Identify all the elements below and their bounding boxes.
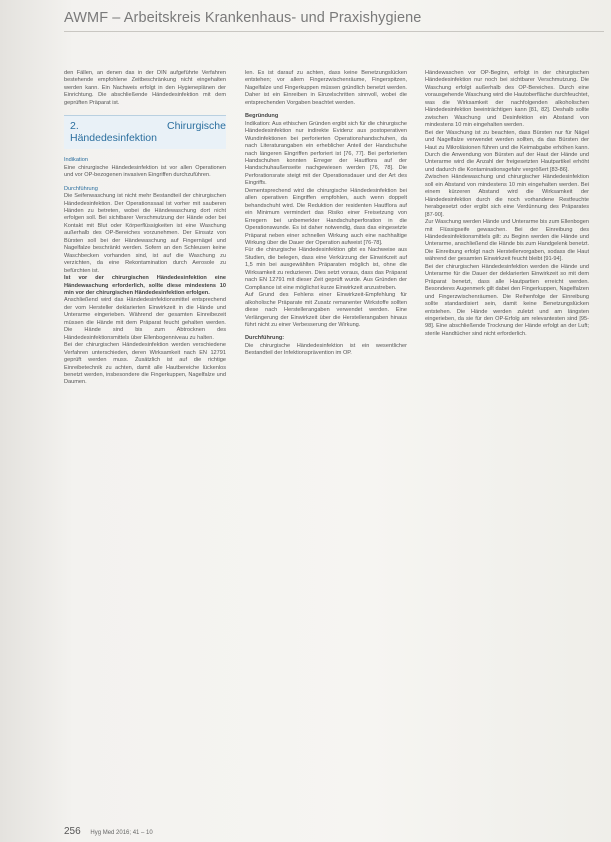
paragraph: Eine chirurgische Händedesinfektion ist vor allen Operationen und vor OP-bezogenen invasiven Eingriffen durchzuführen. [64,164,226,179]
column-1 [64,70,226,387]
paragraph: Dementsprechend wird die chirurgische Händedesinfektion bei allen operativen Eingriffen empfohlen, auch wenn doppelt behandschuht wird. Die Reduktion der residenten Hautflora auf ein Minimum vermindert das Risiko einer Freisetzung von Erregern bei unbemerkter Handschuhperforation in die Operationswunde. Es ist daher notwendig, dass das eingesetzte Präparat neben einer schnellen Wirkung auch eine nachhaltige Wirkung über die Dauer der Operation aufweist [76-78]. [245,187,407,246]
paragraph: Auf Grund des Fehlens einer Einwirkzeit-Empfehlung für alkoholische Präparate mit Zusatz remanenter Wirkstoffe sollten diese nach Herstellerangaben verwendet werden. Eine Verlängerung der Einwirkzeit über die Herstellerangaben hinaus führt nicht zu einer Verbesserung der Wirkung. [245,292,407,328]
page-footer [64,826,153,837]
subheading-begruendung: Begründung [245,113,279,120]
subheading-durchfuehrung: Durchführung [64,185,98,192]
page-number: 256 [64,826,81,837]
section-title: 2. Chirurgische Händedesinfektion [70,120,226,145]
paragraph: len. Es ist darauf zu achten, dass keine Benetzungslücken entstehen; vor allem Fingerzwischenräume, Fingerspitzen, Nagelfalze und Fingerkuppen müssen gründlich benetzt werden. Daher ist ein Einreiben in Einzelschritten sinnvoll, wobei die entsprechenden Vorgaben beachtet werden. [245,70,407,106]
paragraph: Bei der chirurgischen Händedesinfektion werden verschiedene Verfahren unterschieden, deren Wirksamkeit nach EN 12791 geprüft werden muss. Zusätzlich ist auf die richtige Einreibetechnik zu achten, damit alle Hautbereiche lückenlos benetzt werden, insbesondere die Fingerkuppen, Nagelfalze und Daumen. [64,342,226,386]
paragraph: Für die chirurgische Händedesinfektion gibt es Nachweise aus Studien, die belegen, dass eine Verkürzung der Einwirkzeit auf 1,5 min bei ausgewählten Präparaten möglich ist, ohne die Wirksamkeit zu reduzieren. Dies setzt voraus, dass das Präparat nach EN 12791 mit dieser Zeit geprüft wurde. Aus Gründen der Compliance ist eine möglichst kurze Einwirkzeit anzustreben. [245,247,407,291]
bold-paragraph: Ist vor der chirurgischen Händedesinfektion eine Händewaschung erforderlich, sollte diese mindestens 10 min vor der chirurgischen Händedesinfektion erfolgen. [64,275,226,296]
subheading-durchfuehrung-2: Durchführung: [245,335,285,342]
column-2 [245,70,407,358]
paragraph: Händewaschen vor OP-Beginn, erfolgt in der chirurgischen Händedesinfektion nur noch bei sichtbarer Verschmutzung. Die Waschung erfolgt außerhalb des OP-Bereiches. Durch eine vorausgehende Waschung wird die Hautoberfläche durchfeuchtet, was die Wirksamkeit der nachfolgenden alkoholischen Händedesinfektion beeinträchtigen kann [81, 82]. Deshalb sollte zwischen Waschung und Desinfektion ein Abstand von mindestens 10 min eingehalten werden. [425,70,589,129]
journal-citation: Hyg Med 2016; 41 – 10 [90,830,153,836]
paragraph: Bei der chirurgischen Händedesinfektion werden die Hände und Unterarme für die Dauer der deklarierten Einwirkzeit so mit dem Präparat benetzt, dass alle Hautpartien erreicht werden. Besonderes Augenmerk gilt dabei den Fingerkuppen, Nagelfalzen und Fingerzwischenräumen. Die Reihenfolge der Einreibung sollte standardisiert sein, damit keine Benetzungslücken entstehen. Die Hände werden zuletzt und am längsten eingerieben, da sie für den OP-Erfolg am relevantesten sind [95-98]. Eine abschließende Trocknung der Hände erfolgt an der Luft; sterile Handtücher sind nicht erforderlich. [425,263,589,337]
paragraph: Die Seifenwaschung ist nicht mehr Bestandteil der chirurgischen Händedesinfektion. Der Operationssaal ist vorher mit sauberen Händen zu betreten, wobei die Händewaschung dort nicht erfolgen soll. Bei sichtbarer Verschmutzung der Hände oder bei Kontakt mit Blut oder Körperflüssigkeiten ist eine Waschung außerhalb des OP-Bereiches vorzunehmen. Der Einsatz von Bürsten soll bei der Händewaschung auf Fingernägel und Nagelfalze beschränkt werden. Sofern an den Schleusen keine Waschbecken vorhanden sind, ist auf die Waschung zu verzichten, da eine Rekontamination durch Aerosole zu befürchten ist. [64,193,226,274]
paragraph: den Fällen, an denen das in der DIN aufgeführte Verfahren bestehende empfohlene Zeitbeschränkung nicht eingehalten werden kann. Ein Nachweis erfolgt in den Hygieneplänen der Einrichtung. Die abschließende Händedesinfektion mit dem geprüften Präparat ist. [64,70,226,106]
column-3 [425,70,589,338]
paragraph: Die chirurgische Händedesinfektion ist ein wesentlicher Bestandteil der Infektionsprävention im OP. [245,342,407,357]
paragraph: Anschließend wird das Händedesinfektionsmittel entsprechend der vom Hersteller deklarierten Einwirkzeit in die Hände und Unterarme eingerieben. Während der gesamten Einreibezeit müssen die Hände mit dem Präparat feucht gehalten werden. Die Hände sind bis zum Abtrocknen des Händedesinfektionsmittels über Ellenbogenniveau zu halten. [64,297,226,341]
paragraph: Bei der Waschung ist zu beachten, dass Bürsten nur für Nägel und Nagelfalze verwendet werden sollten, da das Bürsten der Haut zu Mikroläsionen führen und die Keimabgabe erhöhen kann. Durch die Anwendung von Bürsten auf der Haut der Hände und Unterarme wird die Anzahl der freigesetzten Hautpartikel erhöht und dadurch die Kontaminationsgefahr vergrößert [83-86]. [425,129,589,173]
header-rule [64,31,604,32]
subheading-indikation: Indikation [64,157,88,164]
paragraph: Indikation: Aus ethischen Gründen ergibt sich für die chirurgische Händedesinfektion nur indirekte Evidenz aus postoperativen Wundinfektionen bei perforierten Operationshandschuhen, da nach Literaturangaben ein erheblicher Anteil der Handschuhe nach längeren Eingriffen perforiert ist [76, 77]. Bei perforierten Handschuhen konnten Erreger der Hautflora auf der Handschuhaußenseite nachgewiesen werden [76, 78]. Die Perforationsrate steigt mit der Operationsdauer und der Art des Eingriffs. [245,120,407,187]
paragraph: Zur Waschung werden Hände und Unterarme bis zum Ellenbogen mit Flüssigseife gewaschen. Bei der Einreibung des Händedesinfektionsmittels gilt: zu Beginn werden die Hände und Unterarme, anschließend die Hände bis zum Handgelenk benetzt. Die Einreibung erfolgt nach Herstellervorgaben, sodass die Haut während der gesamten Einwirkzeit feucht bleibt [91-94]. [425,219,589,263]
section-heading-box [64,115,226,149]
running-header: AWMF – Arbeitskreis Krankenhaus- und Praxishygiene [64,10,422,26]
paragraph: Zwischen Händewaschung und chirurgischer Händedesinfektion soll ein Abstand von mindestens 10 min eingehalten werden. Bei einem kürzeren Abstand wird die Wirksamkeit der Händedesinfektion durch die noch vorhandene Restfeuchte herabgesetzt oder ergibt sich eine Verdünnung des Präparates [87-90]. [425,174,589,218]
